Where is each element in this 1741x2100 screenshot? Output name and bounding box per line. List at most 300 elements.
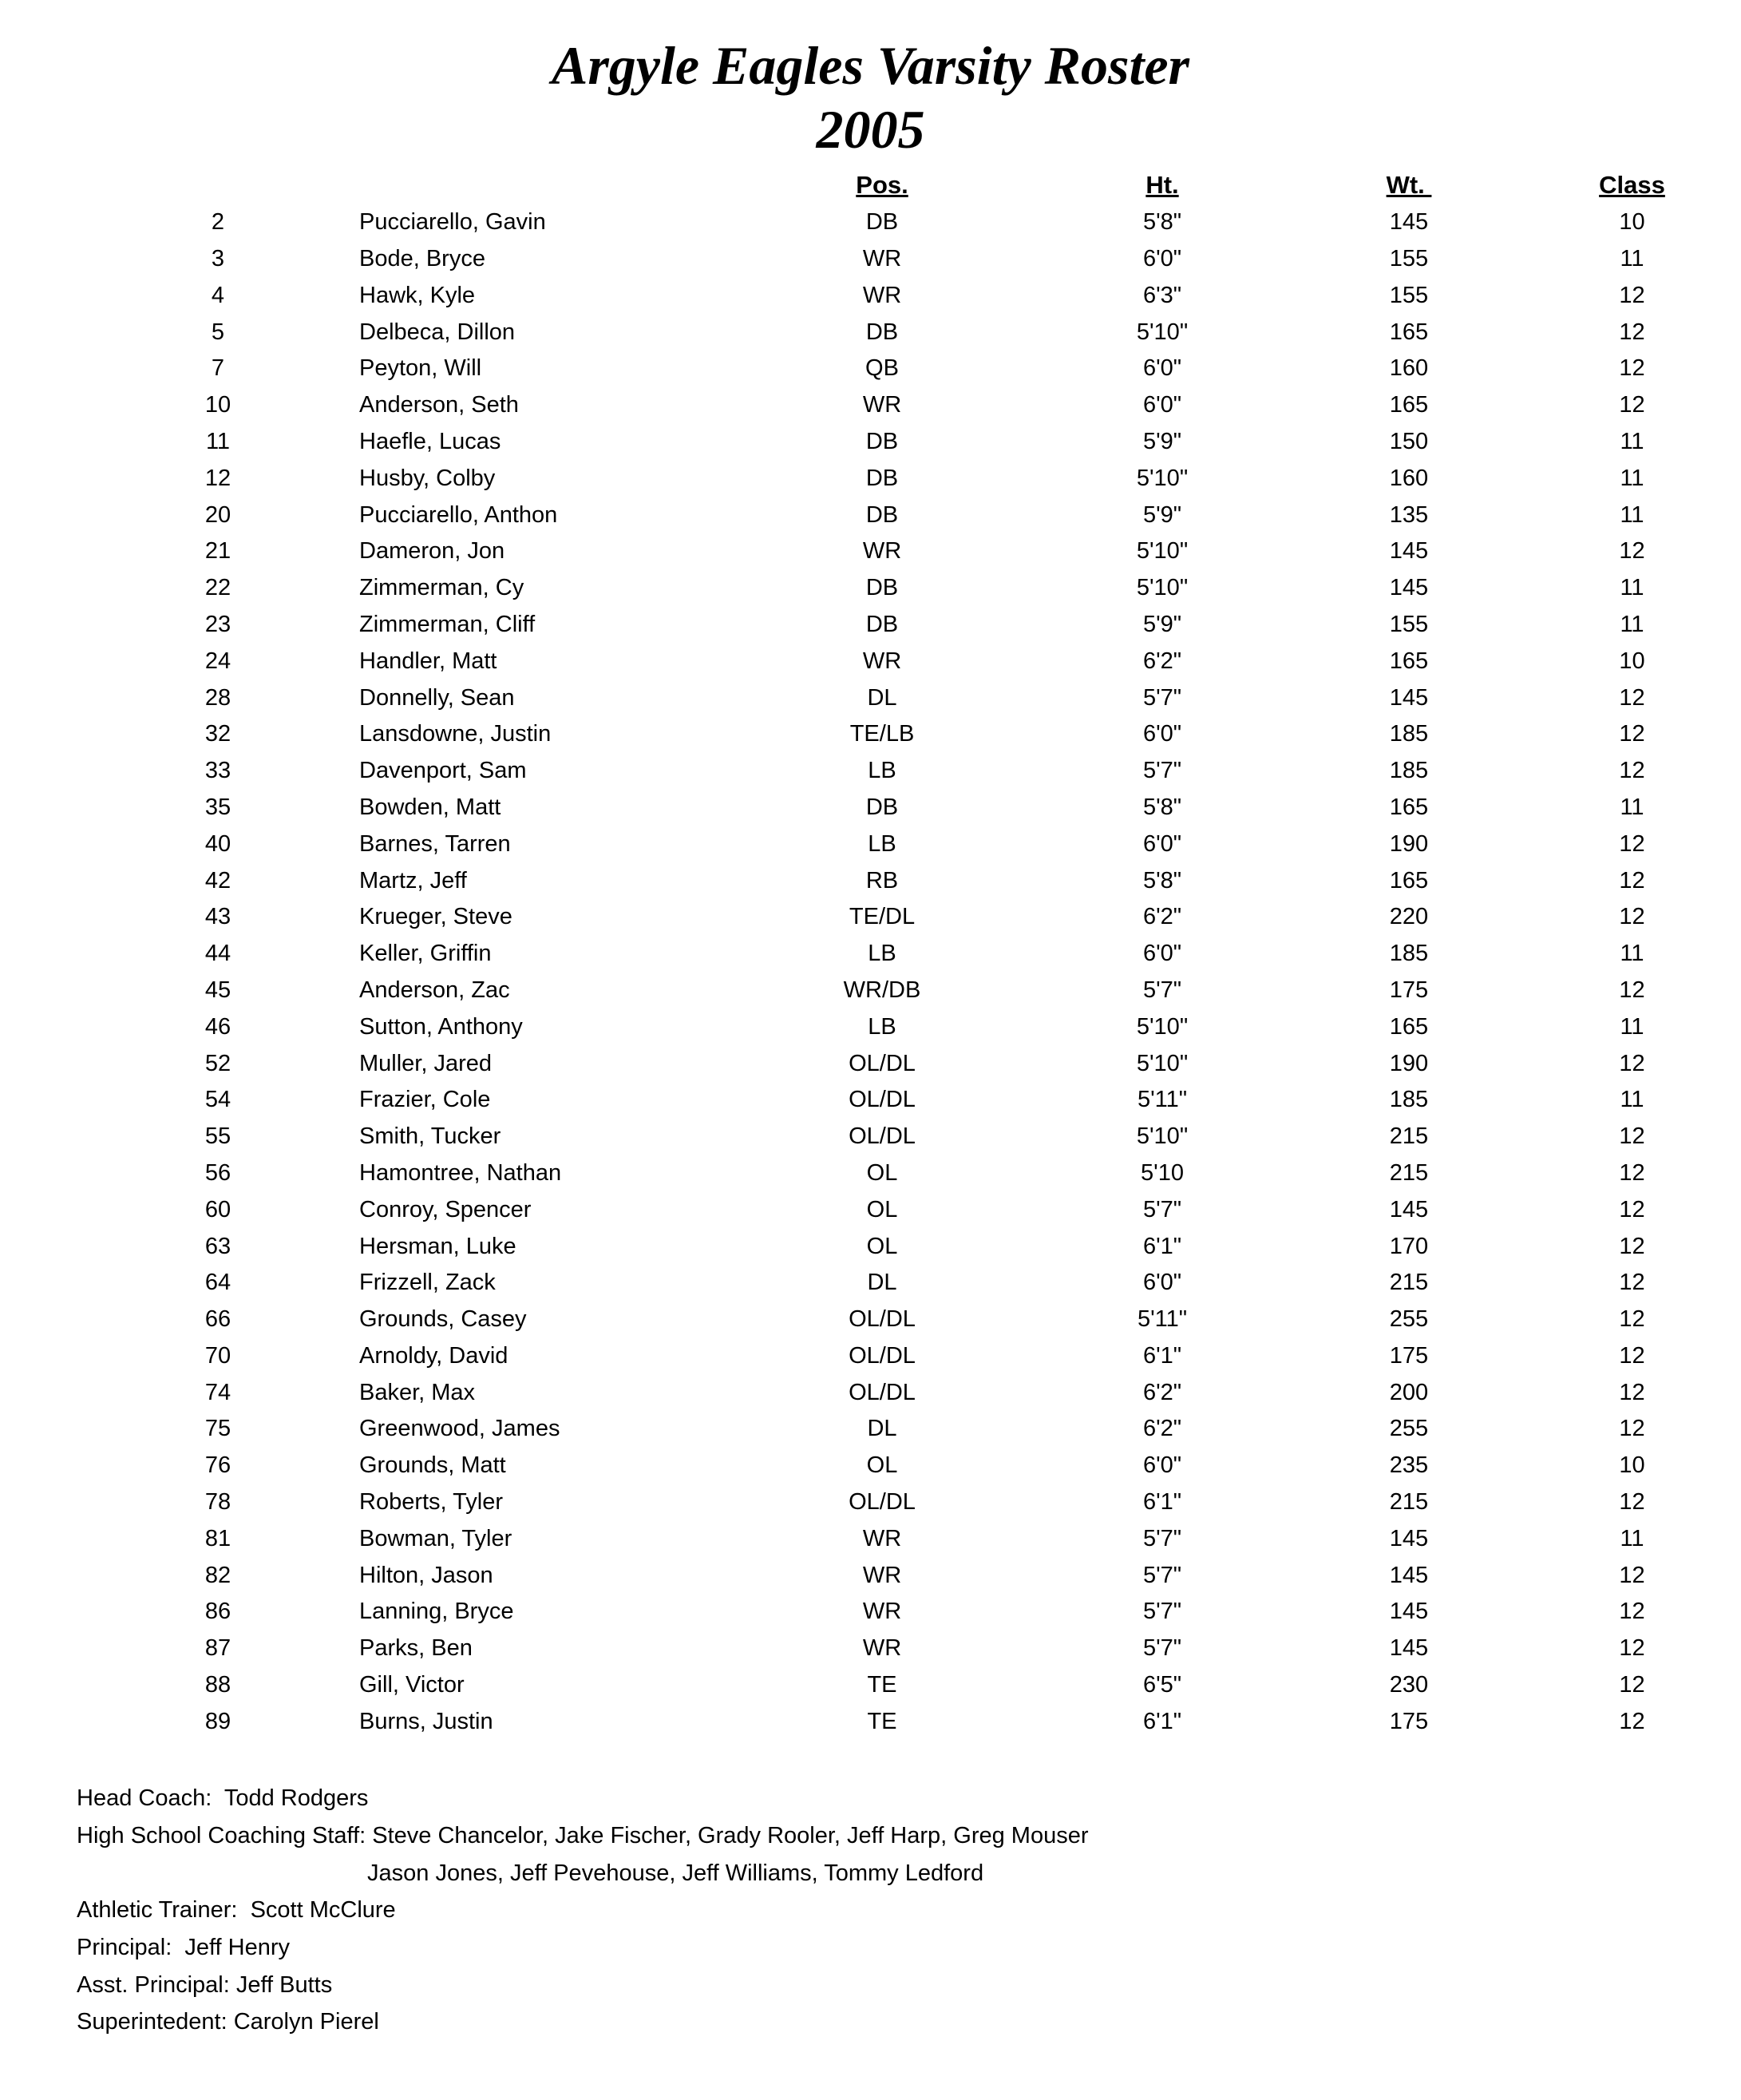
player-wt-cell: 185 bbox=[1389, 721, 1429, 747]
player-class-cell: 11 bbox=[1620, 1087, 1644, 1113]
player-name-cell: Frizzell, Zack bbox=[359, 1270, 496, 1296]
player-wt-cell: 175 bbox=[1389, 1708, 1429, 1734]
player-wt-cell: 185 bbox=[1389, 758, 1429, 784]
player-wt-cell: 155 bbox=[1389, 282, 1429, 308]
player-ht-cell: 5'8" bbox=[1142, 209, 1182, 236]
player-class-cell: 11 bbox=[1620, 1525, 1644, 1551]
header-name bbox=[359, 168, 734, 204]
player-name-cell: Anderson, Zac bbox=[359, 977, 510, 1003]
table-row bbox=[77, 1191, 1741, 1228]
player-wt-cell: 155 bbox=[1389, 245, 1429, 271]
player-ht-cell: 6'0" bbox=[1142, 830, 1182, 857]
player-wt-cell: 145 bbox=[1389, 1599, 1429, 1625]
player-pos-cell: TE/DL bbox=[849, 904, 916, 930]
player-pos-cell: DB bbox=[865, 428, 899, 454]
player-class-cell: 12 bbox=[1619, 1306, 1645, 1333]
player-ht-cell: 5'7" bbox=[1142, 1635, 1182, 1662]
player-wt-cell: 135 bbox=[1389, 501, 1429, 528]
player-number-cell: 44 bbox=[204, 941, 231, 967]
player-wt-cell: 165 bbox=[1389, 794, 1429, 820]
player-number-cell: 89 bbox=[204, 1708, 231, 1734]
player-name-cell: Grounds, Matt bbox=[359, 1452, 506, 1479]
player-name-cell: Handler, Matt bbox=[359, 648, 497, 674]
player-name-cell: Haefle, Lucas bbox=[359, 428, 501, 454]
player-name-cell: Dameron, Jon bbox=[359, 538, 505, 565]
player-pos-cell: QB bbox=[865, 355, 899, 382]
player-name-cell: Husby, Colby bbox=[359, 465, 496, 491]
player-name-cell: Martz, Jeff bbox=[359, 867, 467, 893]
table-row bbox=[77, 424, 1741, 461]
table-row bbox=[77, 1484, 1741, 1521]
player-number-cell: 66 bbox=[204, 1306, 231, 1333]
player-pos-cell: OL/DL bbox=[849, 1306, 916, 1333]
player-pos-cell: RB bbox=[865, 867, 899, 893]
player-class-cell: 12 bbox=[1619, 1379, 1645, 1405]
player-wt-cell: 150 bbox=[1389, 428, 1429, 454]
table-row bbox=[77, 607, 1741, 644]
player-ht-cell: 5'10" bbox=[1136, 319, 1189, 345]
player-ht-cell: 5'9" bbox=[1142, 428, 1182, 454]
player-number-cell: 76 bbox=[204, 1452, 231, 1479]
table-row bbox=[77, 570, 1741, 607]
player-wt-cell: 190 bbox=[1389, 830, 1429, 857]
player-ht-cell: 6'0" bbox=[1142, 941, 1182, 967]
player-pos-cell: OL/DL bbox=[849, 1342, 916, 1369]
player-class-cell: 10 bbox=[1619, 209, 1645, 236]
player-wt-cell: 215 bbox=[1389, 1489, 1429, 1516]
player-pos-cell: LB bbox=[868, 941, 896, 967]
table-row bbox=[77, 497, 1741, 533]
player-number-cell: 70 bbox=[204, 1342, 231, 1369]
player-ht-cell: 6'1" bbox=[1142, 1708, 1182, 1734]
player-ht-cell: 5'7" bbox=[1142, 758, 1182, 784]
player-class-cell: 12 bbox=[1619, 355, 1645, 382]
player-pos-cell: WR bbox=[862, 1599, 902, 1625]
player-ht-cell: 6'1" bbox=[1142, 1342, 1182, 1369]
table-row bbox=[77, 1667, 1741, 1704]
player-wt-cell: 255 bbox=[1389, 1416, 1429, 1442]
player-wt-cell: 155 bbox=[1389, 611, 1429, 637]
player-wt-cell: 145 bbox=[1389, 684, 1429, 711]
player-class-cell: 10 bbox=[1619, 1452, 1645, 1479]
principal-line: Principal: Jeff Henry bbox=[77, 1935, 291, 1961]
player-number-cell: 86 bbox=[204, 1599, 231, 1625]
player-class-cell: 12 bbox=[1619, 977, 1645, 1003]
player-pos-cell: LB bbox=[868, 758, 896, 784]
player-wt-cell: 145 bbox=[1389, 1196, 1429, 1222]
coaching-staff-line-1: High School Coaching Staff: Steve Chancelor, Jake Fischer, Grady Rooler, Jeff Harp, Greg Mouser bbox=[77, 1822, 1089, 1848]
table-row bbox=[77, 1338, 1741, 1375]
player-wt-cell: 145 bbox=[1389, 1635, 1429, 1662]
player-name-cell: Anderson, Seth bbox=[359, 392, 519, 418]
player-class-cell: 11 bbox=[1620, 575, 1644, 601]
player-wt-cell: 190 bbox=[1389, 1050, 1429, 1076]
table-row bbox=[77, 1155, 1741, 1192]
player-pos-cell: DB bbox=[865, 611, 899, 637]
player-ht-cell: 6'5" bbox=[1142, 1672, 1182, 1698]
player-pos-cell: OL/DL bbox=[849, 1050, 916, 1076]
table-row bbox=[77, 1265, 1741, 1302]
player-ht-cell: 5'8" bbox=[1142, 794, 1182, 820]
player-pos-cell: OL/DL bbox=[849, 1087, 916, 1113]
player-wt-cell: 145 bbox=[1389, 575, 1429, 601]
player-ht-cell: 6'0" bbox=[1142, 355, 1182, 382]
table-row bbox=[77, 936, 1741, 973]
player-name-cell: Arnoldy, David bbox=[359, 1342, 508, 1369]
player-name-cell: Peyton, Will bbox=[359, 355, 482, 382]
player-name-cell: Burns, Justin bbox=[359, 1708, 493, 1734]
player-name-cell: Gill, Victor bbox=[359, 1672, 465, 1698]
player-name-cell: Zimmerman, Cliff bbox=[359, 611, 536, 637]
player-number-cell: 46 bbox=[204, 1013, 231, 1040]
table-row bbox=[77, 1411, 1741, 1448]
player-class-cell: 12 bbox=[1619, 1196, 1645, 1222]
table-row bbox=[77, 680, 1741, 716]
player-wt-cell: 165 bbox=[1389, 392, 1429, 418]
player-pos-cell: WR bbox=[862, 1562, 902, 1588]
player-ht-cell: 6'1" bbox=[1142, 1489, 1182, 1516]
player-number-cell: 22 bbox=[204, 575, 231, 601]
player-name-cell: Hilton, Jason bbox=[359, 1562, 493, 1588]
player-number-cell: 40 bbox=[204, 830, 231, 857]
superintendent-line: Superintedent: Carolyn Pierel bbox=[77, 2009, 379, 2035]
player-wt-cell: 220 bbox=[1389, 904, 1429, 930]
player-name-cell: Conroy, Spencer bbox=[359, 1196, 532, 1222]
player-class-cell: 12 bbox=[1619, 867, 1645, 893]
player-name-cell: Bode, Bryce bbox=[359, 245, 485, 271]
player-number-cell: 82 bbox=[204, 1562, 231, 1588]
player-ht-cell: 6'0" bbox=[1142, 392, 1182, 418]
player-class-cell: 11 bbox=[1620, 941, 1644, 967]
player-class-cell: 11 bbox=[1620, 501, 1644, 528]
player-class-cell: 12 bbox=[1619, 1635, 1645, 1662]
table-row bbox=[77, 314, 1741, 351]
player-class-cell: 12 bbox=[1619, 282, 1645, 308]
player-ht-cell: 5'10" bbox=[1136, 1013, 1189, 1040]
player-number-cell: 35 bbox=[204, 794, 231, 820]
player-wt-cell: 215 bbox=[1389, 1123, 1429, 1150]
player-wt-cell: 145 bbox=[1389, 1562, 1429, 1588]
player-ht-cell: 5'9" bbox=[1142, 611, 1182, 637]
table-row bbox=[77, 1302, 1741, 1338]
table-header-row bbox=[77, 168, 1741, 204]
player-name-cell: Pucciarello, Anthon bbox=[359, 501, 558, 528]
player-name-cell: Pucciarello, Gavin bbox=[359, 209, 546, 236]
player-name-cell: Keller, Griffin bbox=[359, 941, 492, 967]
player-class-cell: 11 bbox=[1620, 1013, 1644, 1040]
player-name-cell: Hersman, Luke bbox=[359, 1233, 516, 1259]
player-number-cell: 64 bbox=[204, 1270, 231, 1296]
player-wt-cell: 215 bbox=[1389, 1270, 1429, 1296]
player-wt-cell: 145 bbox=[1389, 1525, 1429, 1551]
player-class-cell: 12 bbox=[1619, 904, 1645, 930]
player-pos-cell: TE bbox=[867, 1708, 897, 1734]
player-ht-cell: 5'8" bbox=[1142, 867, 1182, 893]
player-class-cell: 11 bbox=[1620, 245, 1644, 271]
table-row bbox=[77, 241, 1741, 278]
table-row bbox=[77, 862, 1741, 899]
player-number-cell: 56 bbox=[204, 1159, 231, 1186]
player-class-cell: 12 bbox=[1619, 319, 1645, 345]
player-class-cell: 12 bbox=[1619, 1270, 1645, 1296]
player-name-cell: Lansdowne, Justin bbox=[359, 721, 552, 747]
player-class-cell: 12 bbox=[1619, 1708, 1645, 1734]
player-ht-cell: 6'3" bbox=[1142, 282, 1182, 308]
table-row bbox=[77, 1630, 1741, 1667]
player-wt-cell: 165 bbox=[1389, 319, 1429, 345]
player-class-cell: 12 bbox=[1619, 721, 1645, 747]
player-number-cell: 20 bbox=[204, 501, 231, 528]
player-ht-cell: 6'0" bbox=[1142, 1452, 1182, 1479]
player-name-cell: Greenwood, James bbox=[359, 1416, 560, 1442]
player-name-cell: Davenport, Sam bbox=[359, 758, 527, 784]
table-row bbox=[77, 533, 1741, 570]
player-ht-cell: 5'10" bbox=[1136, 575, 1189, 601]
player-name-cell: Sutton, Anthony bbox=[359, 1013, 523, 1040]
player-wt-cell: 160 bbox=[1389, 355, 1429, 382]
table-row bbox=[77, 1119, 1741, 1155]
table-row bbox=[77, 1557, 1741, 1594]
player-pos-cell: WR bbox=[862, 1525, 902, 1551]
player-ht-cell: 6'2" bbox=[1142, 1416, 1182, 1442]
player-wt-cell: 200 bbox=[1389, 1379, 1429, 1405]
player-pos-cell: OL bbox=[866, 1159, 898, 1186]
player-wt-cell: 175 bbox=[1389, 977, 1429, 1003]
player-wt-cell: 255 bbox=[1389, 1306, 1429, 1333]
player-ht-cell: 5'10" bbox=[1136, 538, 1189, 565]
player-ht-cell: 5'7" bbox=[1142, 684, 1182, 711]
player-class-cell: 12 bbox=[1619, 684, 1645, 711]
player-number-cell: 32 bbox=[204, 721, 231, 747]
player-wt-cell: 160 bbox=[1389, 465, 1429, 491]
player-pos-cell: WR bbox=[862, 538, 902, 565]
player-class-cell: 12 bbox=[1619, 1672, 1645, 1698]
footer bbox=[77, 1780, 1741, 2041]
player-number-cell: 10 bbox=[204, 392, 231, 418]
player-ht-cell: 5'7" bbox=[1142, 1525, 1182, 1551]
player-pos-cell: DB bbox=[865, 501, 899, 528]
player-class-cell: 12 bbox=[1619, 1123, 1645, 1150]
athletic-trainer-line: Athletic Trainer: Scott McClure bbox=[77, 1897, 396, 1924]
player-name-cell: Barnes, Tarren bbox=[359, 830, 511, 857]
player-name-cell: Zimmerman, Cy bbox=[359, 575, 524, 601]
player-pos-cell: LB bbox=[868, 1013, 896, 1040]
player-ht-cell: 6'2" bbox=[1142, 1379, 1182, 1405]
player-pos-cell: WR bbox=[862, 1635, 902, 1662]
player-class-cell: 10 bbox=[1619, 648, 1645, 674]
player-name-cell: Krueger, Steve bbox=[359, 904, 512, 930]
player-wt-cell: 230 bbox=[1389, 1672, 1429, 1698]
player-wt-cell: 145 bbox=[1389, 209, 1429, 236]
player-class-cell: 12 bbox=[1619, 1233, 1645, 1259]
player-name-cell: Donnelly, Sean bbox=[359, 684, 515, 711]
player-class-cell: 11 bbox=[1620, 794, 1644, 820]
table-row bbox=[77, 387, 1741, 424]
page-title-year: 2005 bbox=[816, 99, 925, 160]
player-ht-cell: 5'7" bbox=[1142, 1196, 1182, 1222]
table-row bbox=[77, 790, 1741, 826]
player-wt-cell: 170 bbox=[1389, 1233, 1429, 1259]
player-name-cell: Parks, Ben bbox=[359, 1635, 473, 1662]
table-row bbox=[77, 204, 1741, 241]
roster-table bbox=[77, 168, 1741, 1740]
player-number-cell: 33 bbox=[204, 758, 231, 784]
table-row bbox=[77, 1520, 1741, 1557]
player-number-cell: 54 bbox=[204, 1087, 231, 1113]
player-pos-cell: OL/DL bbox=[849, 1379, 916, 1405]
player-pos-cell: DB bbox=[865, 209, 899, 236]
player-number-cell: 81 bbox=[204, 1525, 231, 1551]
player-pos-cell: OL/DL bbox=[849, 1123, 916, 1150]
player-pos-cell: WR/DB bbox=[843, 977, 921, 1003]
coaching-staff-line-2: Jason Jones, Jeff Pevehouse, Jeff Williams, Tommy Ledford bbox=[367, 1860, 984, 1886]
player-wt-cell: 165 bbox=[1389, 1013, 1429, 1040]
header-pos: Pos. bbox=[856, 170, 908, 199]
header-ht: Ht. bbox=[1145, 170, 1179, 199]
player-pos-cell: DB bbox=[865, 319, 899, 345]
player-number-cell: 21 bbox=[204, 538, 231, 565]
player-class-cell: 12 bbox=[1619, 1562, 1645, 1588]
player-number-cell: 3 bbox=[211, 245, 225, 271]
player-pos-cell: OL bbox=[866, 1233, 898, 1259]
player-class-cell: 12 bbox=[1619, 1416, 1645, 1442]
player-number-cell: 12 bbox=[204, 465, 231, 491]
player-name-cell: Bowman, Tyler bbox=[359, 1525, 512, 1551]
player-name-cell: Baker, Max bbox=[359, 1379, 476, 1405]
player-number-cell: 78 bbox=[204, 1489, 231, 1516]
player-ht-cell: 6'0" bbox=[1142, 245, 1182, 271]
player-name-cell: Hamontree, Nathan bbox=[359, 1159, 562, 1186]
player-number-cell: 7 bbox=[211, 355, 225, 382]
player-pos-cell: DB bbox=[865, 575, 899, 601]
player-ht-cell: 5'10 bbox=[1141, 1159, 1184, 1186]
player-pos-cell: WR bbox=[862, 245, 902, 271]
player-name-cell: Hawk, Kyle bbox=[359, 282, 476, 308]
table-row bbox=[77, 277, 1741, 314]
player-pos-cell: WR bbox=[862, 282, 902, 308]
player-name-cell: Lanning, Bryce bbox=[359, 1599, 514, 1625]
player-ht-cell: 6'0" bbox=[1142, 1270, 1182, 1296]
header-class: Class bbox=[1599, 170, 1665, 199]
player-pos-cell: DL bbox=[867, 684, 897, 711]
roster-table-body bbox=[77, 204, 1741, 1740]
player-pos-cell: TE/LB bbox=[849, 721, 915, 747]
player-number-cell: 2 bbox=[211, 209, 225, 236]
player-wt-cell: 215 bbox=[1389, 1159, 1429, 1186]
player-name-cell: Grounds, Casey bbox=[359, 1306, 527, 1333]
table-row bbox=[77, 1008, 1741, 1045]
player-pos-cell: DL bbox=[867, 1416, 897, 1442]
player-class-cell: 12 bbox=[1619, 1599, 1645, 1625]
player-name-cell: Muller, Jared bbox=[359, 1050, 493, 1076]
player-number-cell: 88 bbox=[204, 1672, 231, 1698]
player-number-cell: 11 bbox=[205, 428, 231, 454]
player-ht-cell: 5'10" bbox=[1136, 1050, 1189, 1076]
player-class-cell: 12 bbox=[1619, 830, 1645, 857]
table-row bbox=[77, 753, 1741, 790]
table-row bbox=[77, 973, 1741, 1009]
player-number-cell: 87 bbox=[204, 1635, 231, 1662]
table-row bbox=[77, 643, 1741, 680]
table-row bbox=[77, 1228, 1741, 1265]
player-number-cell: 74 bbox=[204, 1379, 231, 1405]
player-number-cell: 55 bbox=[204, 1123, 231, 1150]
player-ht-cell: 6'1" bbox=[1142, 1233, 1182, 1259]
player-ht-cell: 6'2" bbox=[1142, 904, 1182, 930]
player-ht-cell: 5'7" bbox=[1142, 977, 1182, 1003]
player-ht-cell: 5'10" bbox=[1136, 1123, 1189, 1150]
player-ht-cell: 5'7" bbox=[1142, 1599, 1182, 1625]
table-row bbox=[77, 1703, 1741, 1740]
table-row bbox=[77, 460, 1741, 497]
player-class-cell: 12 bbox=[1619, 538, 1645, 565]
player-class-cell: 12 bbox=[1619, 758, 1645, 784]
player-number-cell: 23 bbox=[204, 611, 231, 637]
player-pos-cell: TE bbox=[867, 1672, 897, 1698]
table-row bbox=[77, 351, 1741, 387]
table-row bbox=[77, 1448, 1741, 1484]
player-wt-cell: 185 bbox=[1389, 941, 1429, 967]
player-pos-cell: OL bbox=[866, 1196, 898, 1222]
player-ht-cell: 5'10" bbox=[1136, 465, 1189, 491]
player-number-cell: 63 bbox=[204, 1233, 231, 1259]
player-pos-cell: WR bbox=[862, 392, 902, 418]
player-ht-cell: 5'9" bbox=[1142, 501, 1182, 528]
table-row bbox=[77, 826, 1741, 862]
table-row bbox=[77, 1045, 1741, 1082]
table-row bbox=[77, 899, 1741, 936]
player-class-cell: 12 bbox=[1619, 392, 1645, 418]
player-name-cell: Roberts, Tyler bbox=[359, 1489, 503, 1516]
page-title: Argyle Eagles Varsity Roster bbox=[551, 35, 1190, 96]
player-name-cell: Frazier, Cole bbox=[359, 1087, 491, 1113]
player-wt-cell: 175 bbox=[1389, 1342, 1429, 1369]
player-pos-cell: LB bbox=[868, 830, 896, 857]
player-class-cell: 11 bbox=[1620, 611, 1644, 637]
player-number-cell: 5 bbox=[211, 319, 225, 345]
player-number-cell: 45 bbox=[204, 977, 231, 1003]
player-name-cell: Smith, Tucker bbox=[359, 1123, 501, 1150]
player-wt-cell: 235 bbox=[1389, 1452, 1429, 1479]
player-number-cell: 28 bbox=[204, 684, 231, 711]
table-row bbox=[77, 1594, 1741, 1630]
player-wt-cell: 165 bbox=[1389, 648, 1429, 674]
player-wt-cell: 185 bbox=[1389, 1087, 1429, 1113]
player-number-cell: 42 bbox=[204, 867, 231, 893]
player-number-cell: 4 bbox=[211, 282, 225, 308]
player-class-cell: 12 bbox=[1619, 1159, 1645, 1186]
player-class-cell: 11 bbox=[1620, 428, 1644, 454]
player-class-cell: 12 bbox=[1619, 1489, 1645, 1516]
player-ht-cell: 5'11" bbox=[1137, 1087, 1188, 1113]
player-name-cell: Bowden, Matt bbox=[359, 794, 501, 820]
asst-principal-line: Asst. Principal: Jeff Butts bbox=[77, 1971, 333, 1998]
table-row bbox=[77, 1082, 1741, 1119]
player-name-cell: Delbeca, Dillon bbox=[359, 319, 516, 345]
player-class-cell: 12 bbox=[1619, 1342, 1645, 1369]
player-pos-cell: DB bbox=[865, 794, 899, 820]
player-ht-cell: 6'0" bbox=[1142, 721, 1182, 747]
player-wt-cell: 145 bbox=[1389, 538, 1429, 565]
player-number-cell: 24 bbox=[204, 648, 231, 674]
player-number-cell: 60 bbox=[204, 1196, 231, 1222]
player-number-cell: 75 bbox=[204, 1416, 231, 1442]
player-wt-cell: 165 bbox=[1389, 867, 1429, 893]
player-class-cell: 12 bbox=[1619, 1050, 1645, 1076]
player-pos-cell: WR bbox=[862, 648, 902, 674]
header-wt: Wt. bbox=[1386, 170, 1432, 199]
table-row bbox=[77, 716, 1741, 753]
